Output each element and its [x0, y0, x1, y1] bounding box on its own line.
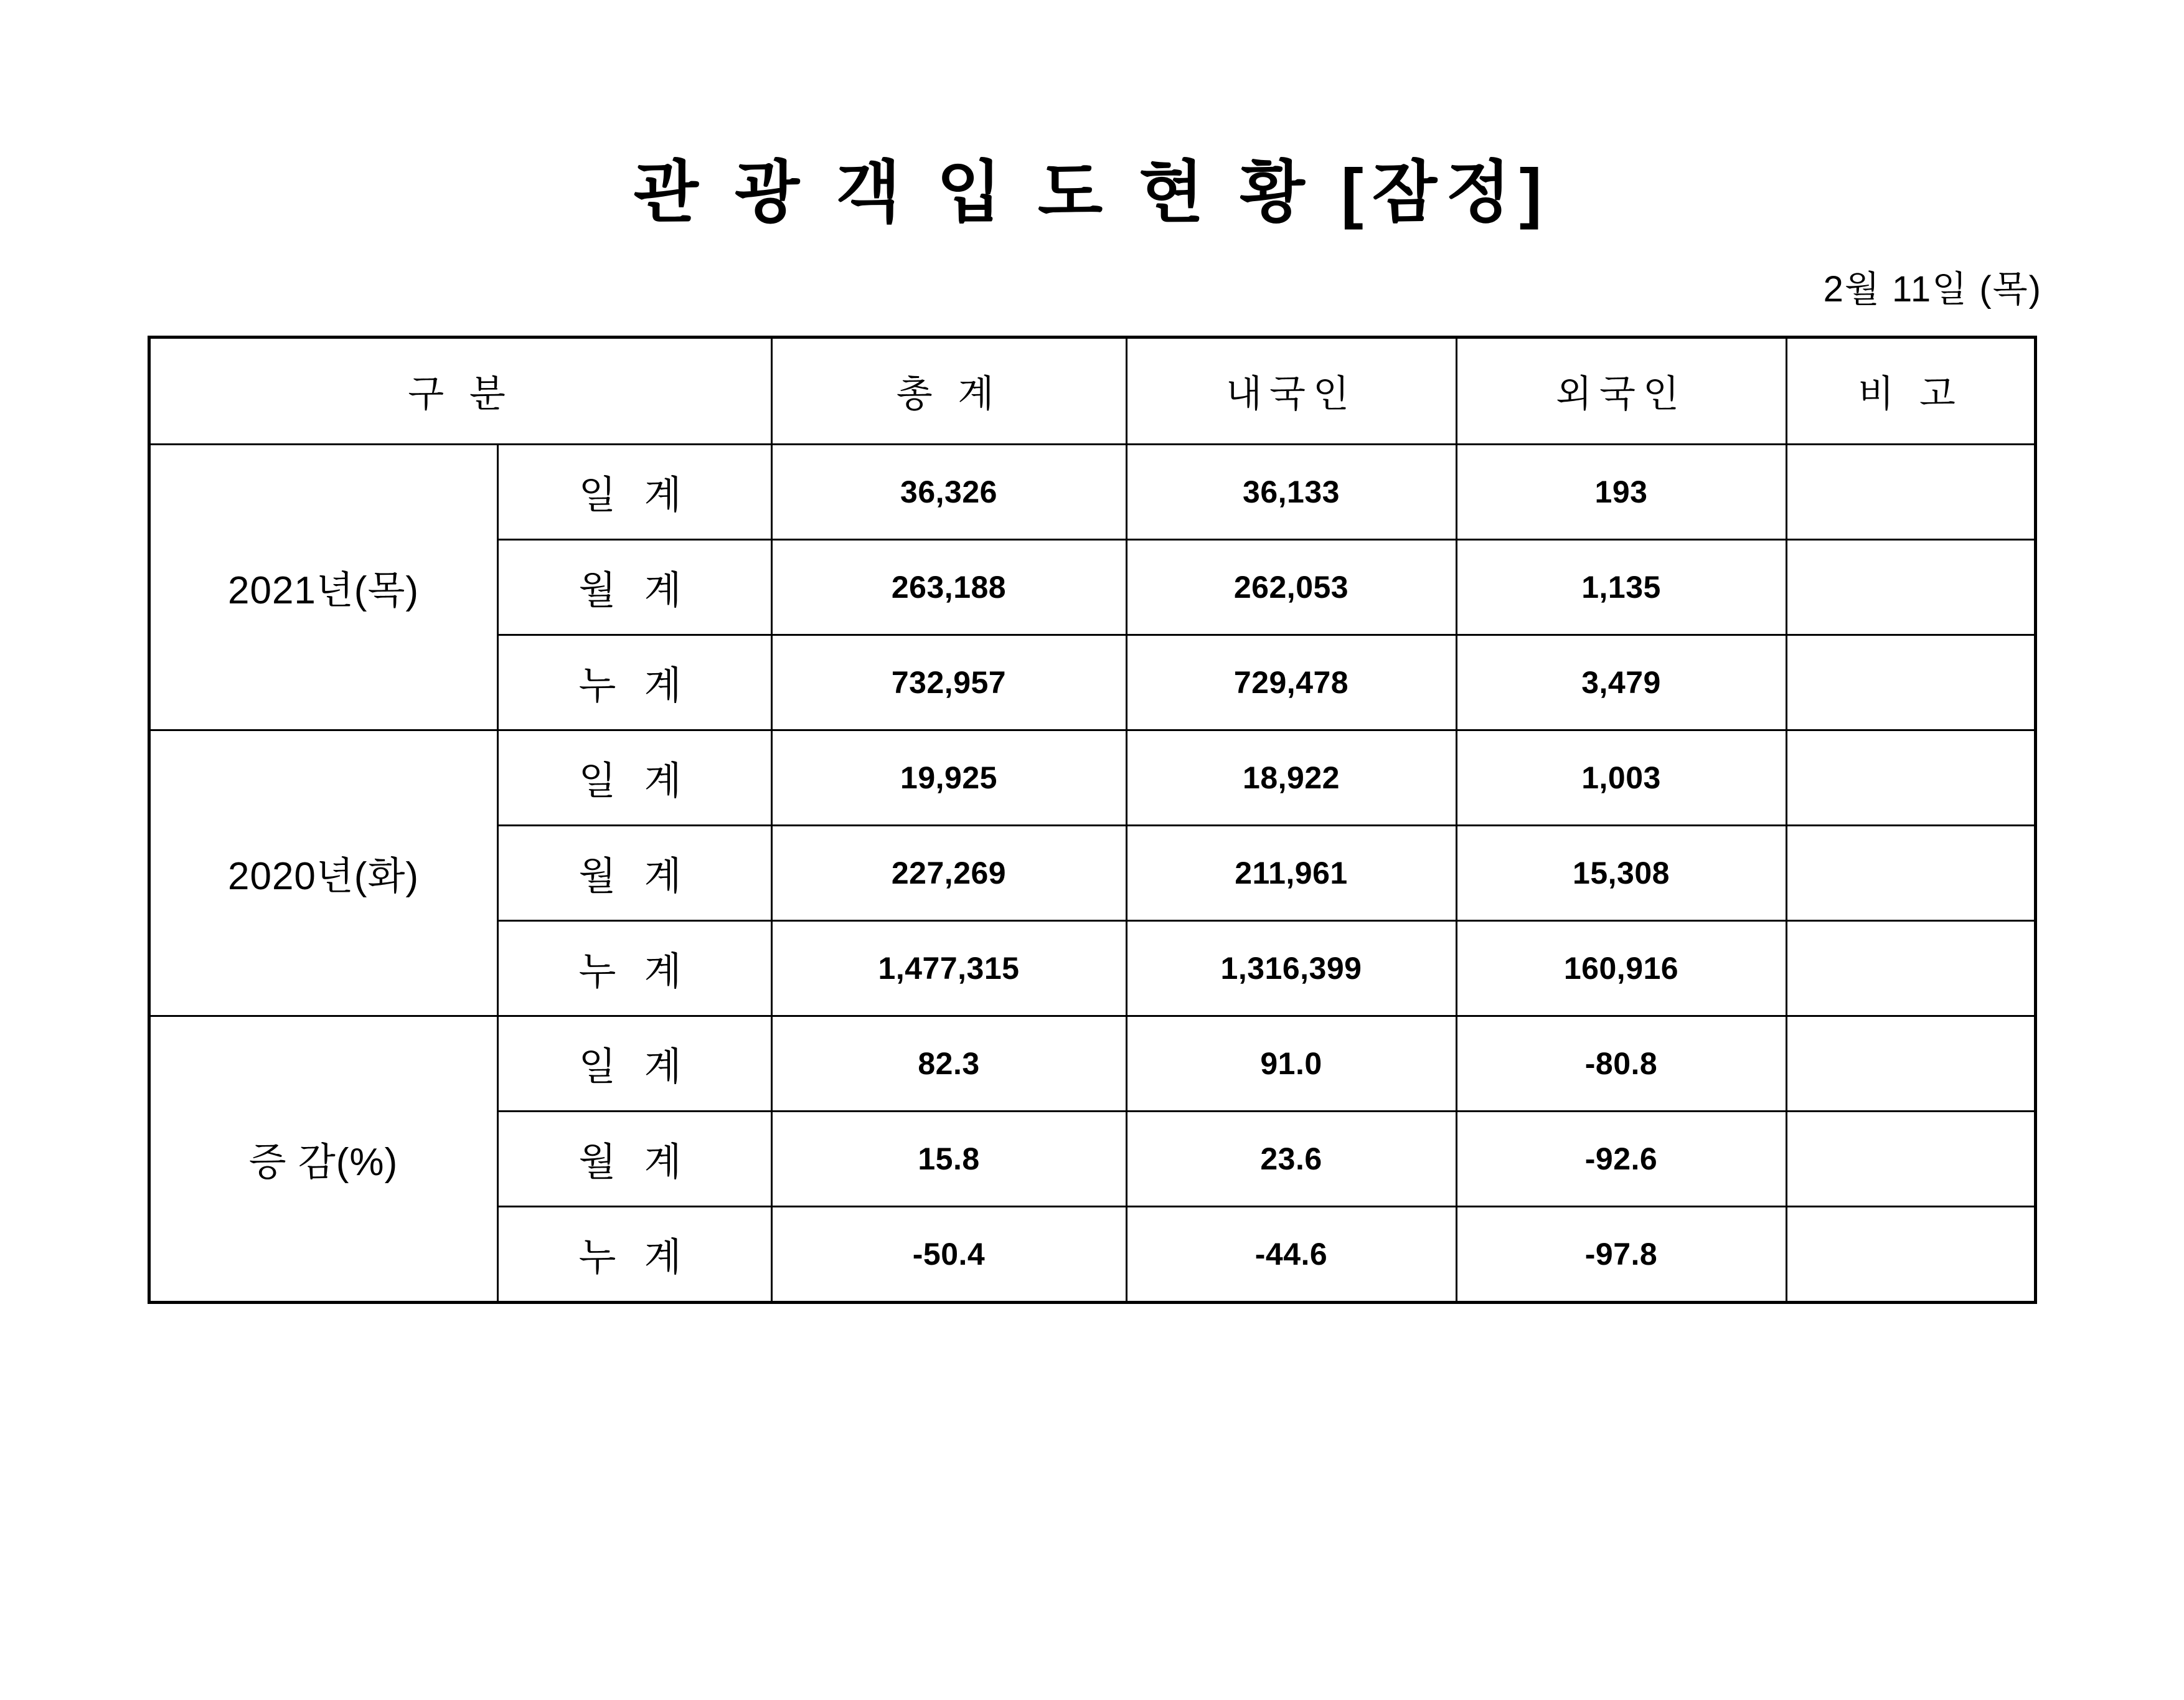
value-domestic-2021-daily: 36,133 [1126, 444, 1456, 539]
value-note-2021-daily [1786, 444, 2035, 539]
sublabel-monthly-2021: 월 계 [497, 539, 771, 635]
value-note-2020-cumulative [1786, 920, 2035, 1016]
value-foreign-2021-cumulative: 3,479 [1456, 635, 1786, 730]
rowgroup-label-2021: 2021년(목) [149, 444, 497, 730]
value-foreign-2020-daily: 1,003 [1456, 730, 1786, 825]
sublabel-monthly-2020: 월 계 [497, 825, 771, 920]
rowgroup-label-2020: 2020년(화) [149, 730, 497, 1016]
value-foreign-2021-daily: 193 [1456, 444, 1786, 539]
value-total-change-cumulative: -50.4 [771, 1206, 1126, 1302]
value-total-2020-cumulative: 1,477,315 [771, 920, 1126, 1016]
header-division: 구 분 [149, 337, 771, 444]
header-total: 총 계 [771, 337, 1126, 444]
value-note-change-daily [1786, 1016, 2035, 1111]
value-domestic-2020-cumulative: 1,316,399 [1126, 920, 1456, 1016]
value-total-2020-daily: 19,925 [771, 730, 1126, 825]
sublabel-cumulative-2020: 누 계 [497, 920, 771, 1016]
table-row [149, 444, 2035, 539]
value-domestic-change-cumulative: -44.6 [1126, 1206, 1456, 1302]
value-total-2021-daily: 36,326 [771, 444, 1126, 539]
value-note-2020-daily [1786, 730, 2035, 825]
value-foreign-2021-monthly: 1,135 [1456, 539, 1786, 635]
value-domestic-2021-monthly: 262,053 [1126, 539, 1456, 635]
sublabel-cumulative-2021: 누 계 [497, 635, 771, 730]
value-total-change-daily: 82.3 [771, 1016, 1126, 1111]
value-foreign-change-daily: -80.8 [1456, 1016, 1786, 1111]
value-total-2021-cumulative: 732,957 [771, 635, 1126, 730]
table-header [149, 337, 2035, 444]
header-foreign: 외국인 [1456, 337, 1786, 444]
table-row [149, 1016, 2035, 1111]
value-note-2020-monthly [1786, 825, 2035, 920]
sublabel-daily-2020: 일 계 [497, 730, 771, 825]
document-page [0, 156, 2184, 1700]
value-note-change-cumulative [1786, 1206, 2035, 1302]
value-foreign-change-monthly: -92.6 [1456, 1111, 1786, 1206]
table-body [149, 444, 2035, 1302]
table-header-row [149, 337, 2035, 444]
value-note-2021-cumulative [1786, 635, 2035, 730]
value-domestic-2020-monthly: 211,961 [1126, 825, 1456, 920]
rowgroup-label-change: 증 감(%) [149, 1016, 497, 1302]
sublabel-daily-2021: 일 계 [497, 444, 771, 539]
value-total-2021-monthly: 263,188 [771, 539, 1126, 635]
table-row [149, 730, 2035, 825]
sublabel-monthly-change: 월 계 [497, 1111, 771, 1206]
value-note-change-monthly [1786, 1111, 2035, 1206]
sublabel-cumulative-change: 누 계 [497, 1206, 771, 1302]
value-foreign-2020-cumulative: 160,916 [1456, 920, 1786, 1016]
value-domestic-2020-daily: 18,922 [1126, 730, 1456, 825]
page-title: 관 광 객 입 도 현 황 [잠정] [633, 154, 1551, 230]
value-foreign-change-cumulative: -97.8 [1456, 1206, 1786, 1302]
value-domestic-change-daily: 91.0 [1126, 1016, 1456, 1111]
value-note-2021-monthly [1786, 539, 2035, 635]
value-total-2020-monthly: 227,269 [771, 825, 1126, 920]
sublabel-daily-change: 일 계 [497, 1016, 771, 1111]
value-foreign-2020-monthly: 15,308 [1456, 825, 1786, 920]
value-domestic-change-monthly: 23.6 [1126, 1111, 1456, 1206]
header-domestic: 내국인 [1126, 337, 1456, 444]
header-note: 비 고 [1786, 337, 2035, 444]
tourist-arrivals-table [148, 336, 2037, 1304]
report-date: 2월 11일 (목) [1823, 268, 2042, 309]
value-total-change-monthly: 15.8 [771, 1111, 1126, 1206]
value-domestic-2021-cumulative: 729,478 [1126, 635, 1456, 730]
